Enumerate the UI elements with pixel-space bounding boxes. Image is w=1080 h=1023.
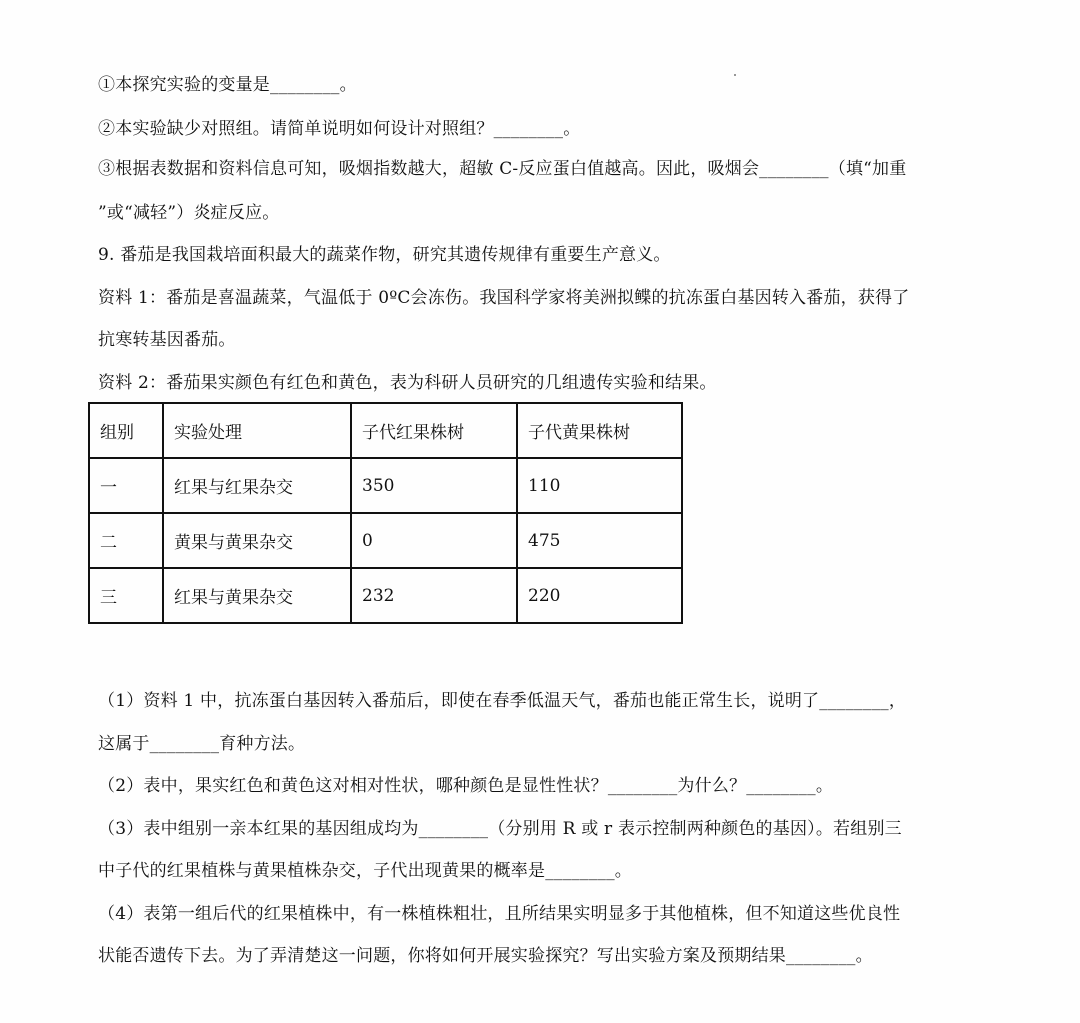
question-9-intro: 9. 番茄是我国栽培面积最大的蔬菜作物，研究其遗传规律有重要生产意义。 bbox=[98, 245, 671, 265]
table-cell: 220 bbox=[517, 568, 682, 623]
question-8-part-2: ②本实验缺少对照组。请简单说明如何设计对照组？________。 bbox=[98, 119, 581, 139]
table-cell: 红果与红果杂交 bbox=[163, 458, 351, 513]
question-3-line-1: （3）表中组别一亲本红果的基因组成均为________（分别用 R 或 r 表示控制两种颜色的基因）。若组别三 bbox=[98, 819, 902, 839]
table-cell: 三 bbox=[89, 568, 163, 623]
question-4-line-1: （4）表第一组后代的红果植株中，有一株植株粗壮，且所结果实明显多于其他植株，但不知道这些优良性 bbox=[98, 904, 901, 924]
table-cell: 110 bbox=[517, 458, 682, 513]
question-1-line-1: （1）资料 1 中，抗冻蛋白基因转入番茄后，即使在春季低温天气，番茄也能正常生长，说明了________， bbox=[98, 691, 907, 711]
header-red-offspring: 子代红果株树 bbox=[351, 403, 517, 458]
header-group: 组别 bbox=[89, 403, 163, 458]
question-4-line-2: 状能否遗传下去。为了弄清楚这一问题，你将如何开展实验探究？写出实验方案及预期结果________。 bbox=[98, 946, 873, 966]
material-2: 资料 2：番茄果实颜色有红色和黄色，表为科研人员研究的几组遗传实验和结果。 bbox=[98, 373, 717, 393]
table-cell: 二 bbox=[89, 513, 163, 568]
genetics-table bbox=[88, 402, 683, 624]
question-3-line-2: 中子代的红果植株与黄果植株杂交，子代出现黄果的概率是________。 bbox=[98, 861, 632, 881]
material-1-line-2: 抗寒转基因番茄。 bbox=[98, 330, 236, 350]
question-1-line-2: 这属于________育种方法。 bbox=[98, 734, 306, 754]
table-cell: 一 bbox=[89, 458, 163, 513]
table-cell: 0 bbox=[351, 513, 517, 568]
table-cell: 350 bbox=[351, 458, 517, 513]
header-yellow-offspring: 子代黄果株树 bbox=[517, 403, 682, 458]
question-8-part-3-continued: ”或“减轻”）炎症反应。 bbox=[98, 203, 280, 223]
material-1-line-1: 资料 1：番茄是喜温蔬菜，气温低于 0ºC会冻伤。我国科学家将美洲拟鲽的抗冻蛋白基因转入番茄，获得了 bbox=[98, 288, 910, 308]
table-header-row bbox=[89, 403, 682, 458]
table-cell: 232 bbox=[351, 568, 517, 623]
question-8-part-1: ①本探究实验的变量是________。 bbox=[98, 75, 357, 95]
scan-speck bbox=[734, 74, 736, 76]
table-cell: 黄果与黄果杂交 bbox=[163, 513, 351, 568]
question-8-part-3: ③根据表数据和资料信息可知，吸烟指数越大，超敏 C-反应蛋白值越高。因此，吸烟会________（填“加重 bbox=[98, 159, 907, 179]
question-2: （2）表中，果实红色和黄色这对相对性状，哪种颜色是显性性状？________为什么？________。 bbox=[98, 776, 834, 796]
table-row bbox=[89, 568, 682, 623]
table-cell: 475 bbox=[517, 513, 682, 568]
table-row bbox=[89, 513, 682, 568]
table-cell: 红果与黄果杂交 bbox=[163, 568, 351, 623]
table-row bbox=[89, 458, 682, 513]
header-treatment: 实验处理 bbox=[163, 403, 351, 458]
